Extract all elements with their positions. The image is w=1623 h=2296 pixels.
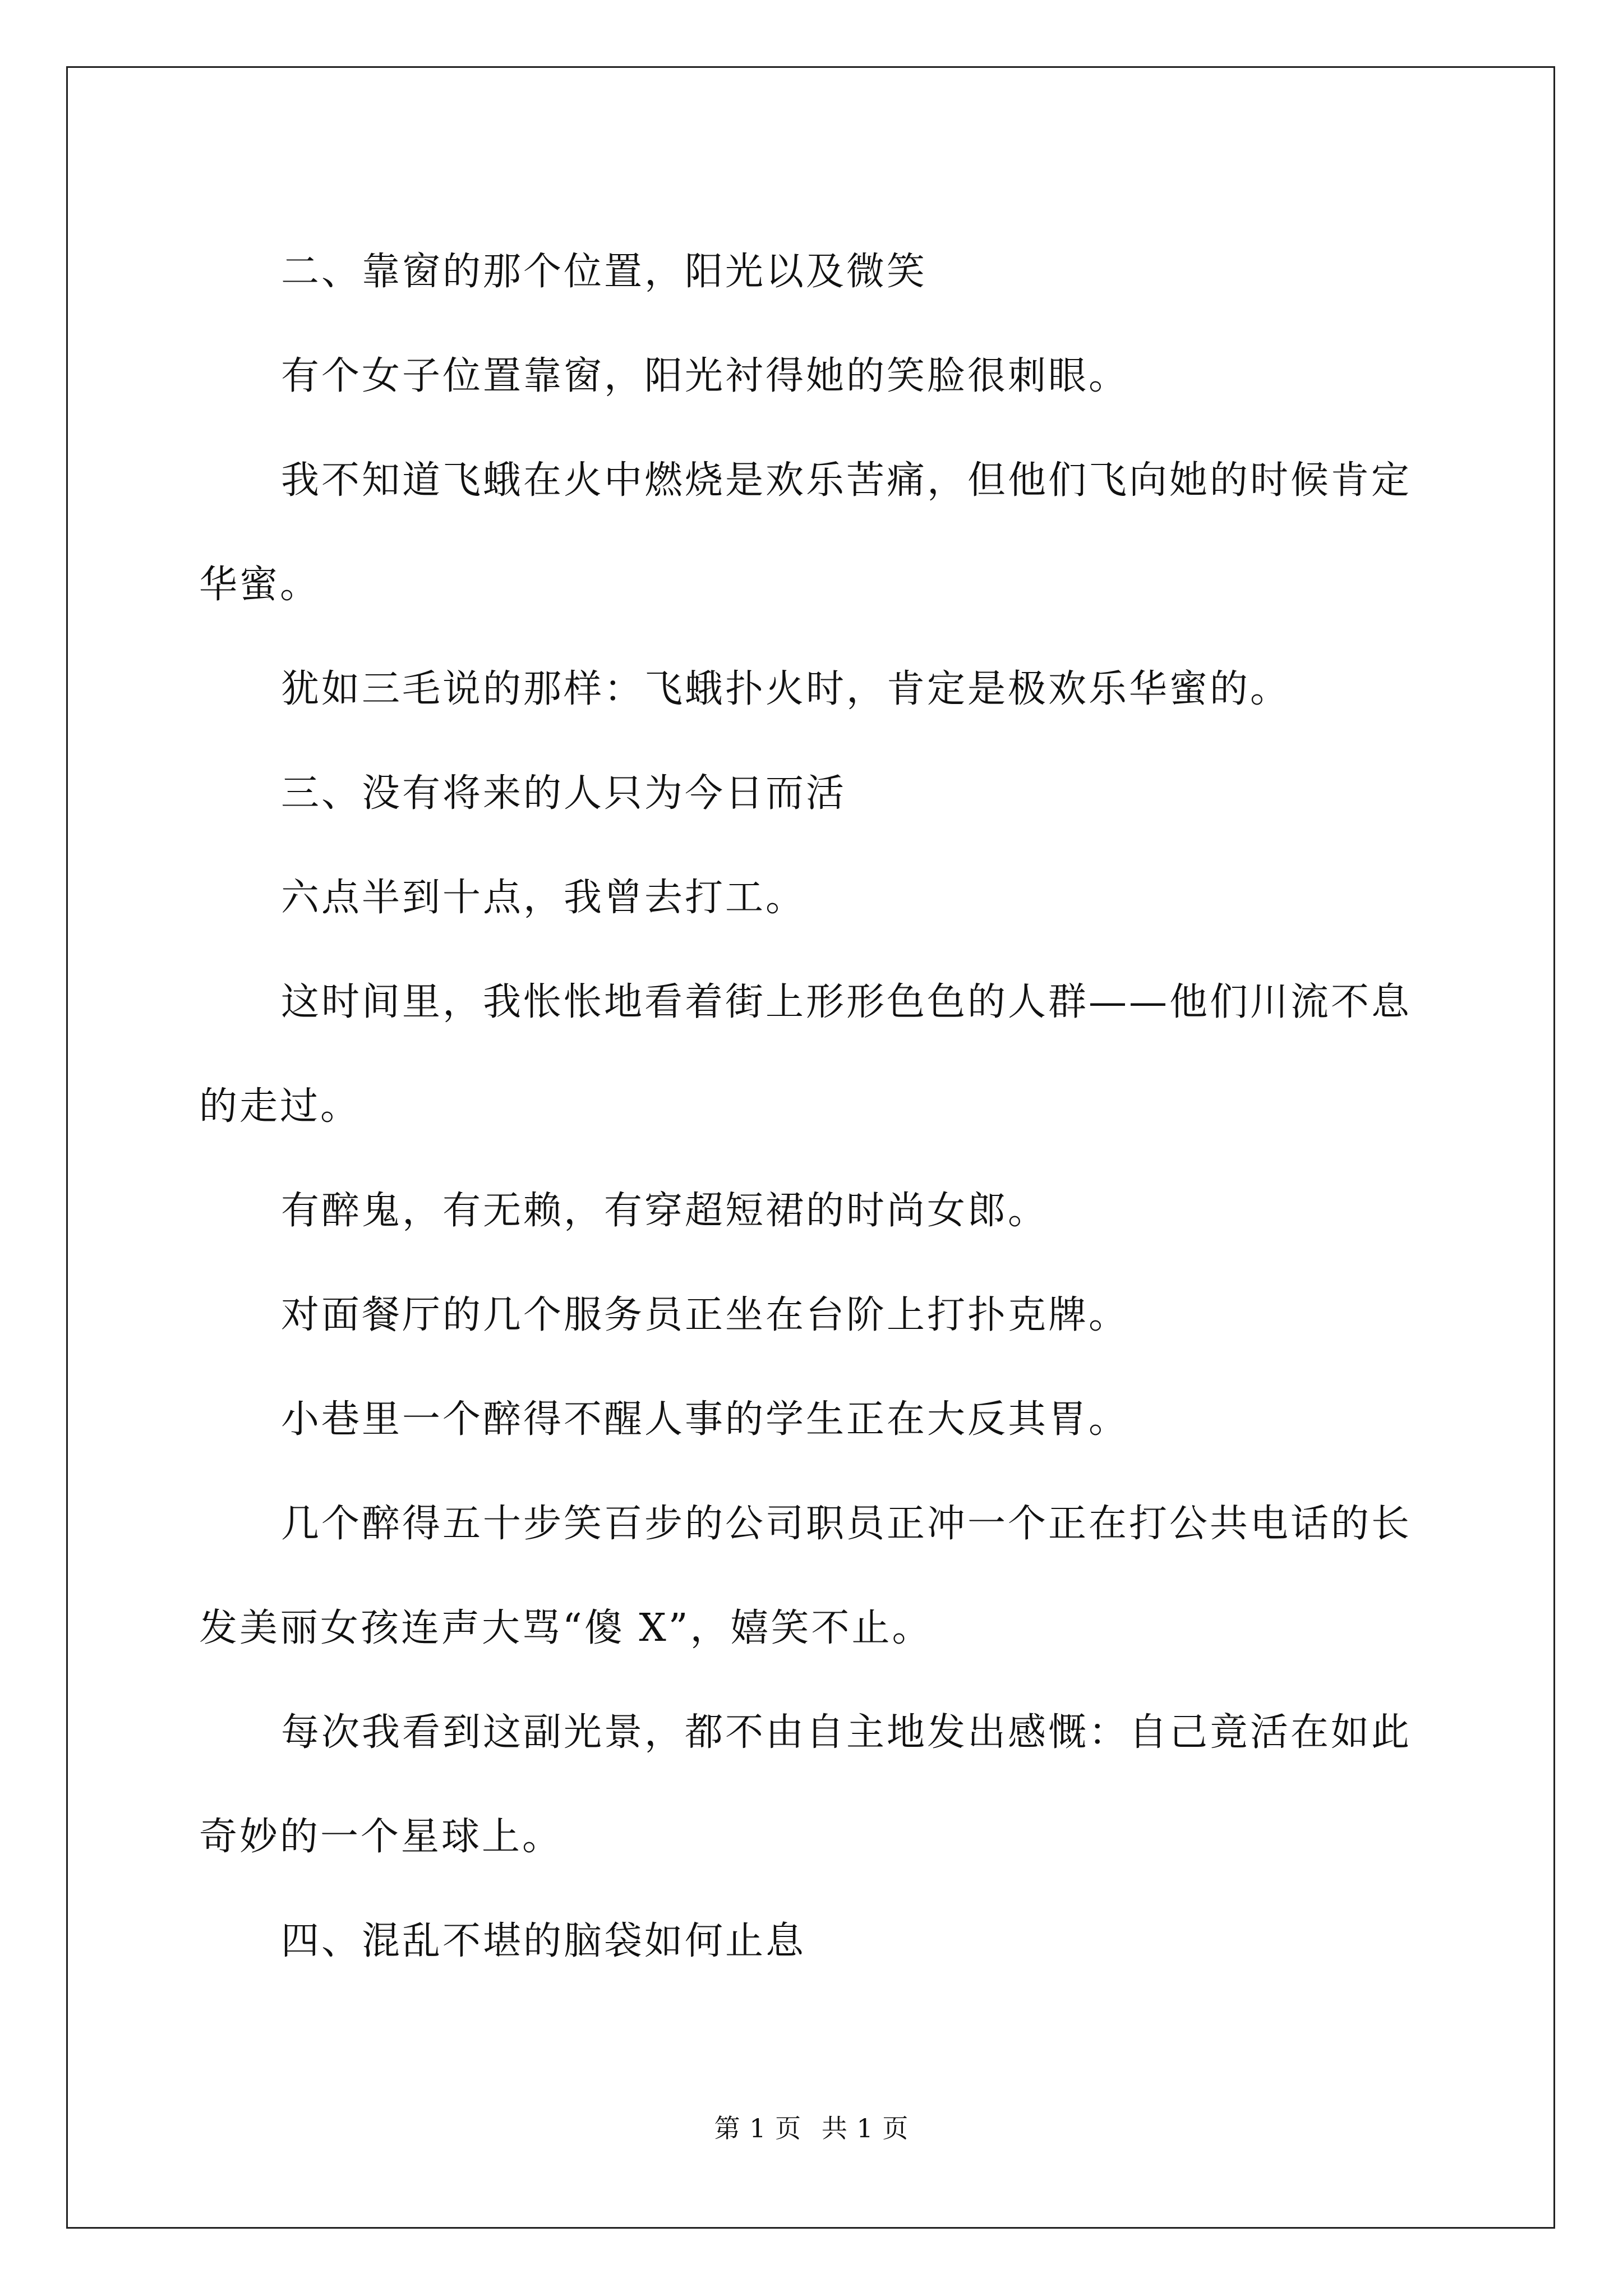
paragraph: 六点半到十点，我曾去打工。 xyxy=(281,876,806,920)
paragraph: 小巷里一个醉得不醒人事的学生正在大反其胃。 xyxy=(281,1397,1129,1442)
paragraph: 这时间里，我怅怅地看着街上形形色色的人群——他们川流不息的走过。 xyxy=(199,980,1412,1129)
page-footer xyxy=(0,2108,1623,2145)
paragraph: 我不知道飞蛾在火中燃烧是欢乐苦痛，但他们飞向她的时候肯定华蜜。 xyxy=(199,458,1412,607)
paragraph: 对面餐厅的几个服务员正坐在台阶上打扑克牌。 xyxy=(281,1293,1129,1337)
page-total: 共 1 页 xyxy=(821,2113,909,2143)
section-heading-2: 二、靠窗的那个位置，阳光以及微笑 xyxy=(281,250,928,294)
paragraph: 犹如三毛说的那样：飞蛾扑火时，肯定是极欢乐华蜜的。 xyxy=(281,667,1291,711)
section-heading-3: 三、没有将来的人只为今日而活 xyxy=(281,771,847,816)
section-heading-4: 四、混乱不堪的脑袋如何止息 xyxy=(281,1919,806,1963)
document-body xyxy=(199,220,1433,1994)
paragraph: 有个女子位置靠窗，阳光衬得她的笑脸很刺眼。 xyxy=(281,354,1129,398)
paragraph: 有醉鬼，有无赖，有穿超短裙的时尚女郎。 xyxy=(281,1189,1049,1233)
paragraph: 每次我看到这副光景，都不由自主地发出感慨：自己竟活在如此奇妙的一个星球上。 xyxy=(199,1710,1412,1859)
paragraph: 几个醉得五十步笑百步的公司职员正冲一个正在打公共电话的长发美丽女孩连声大骂“傻 X”，嬉笑不止。 xyxy=(199,1502,1412,1650)
page-number: 第 1 页 xyxy=(714,2113,802,2143)
